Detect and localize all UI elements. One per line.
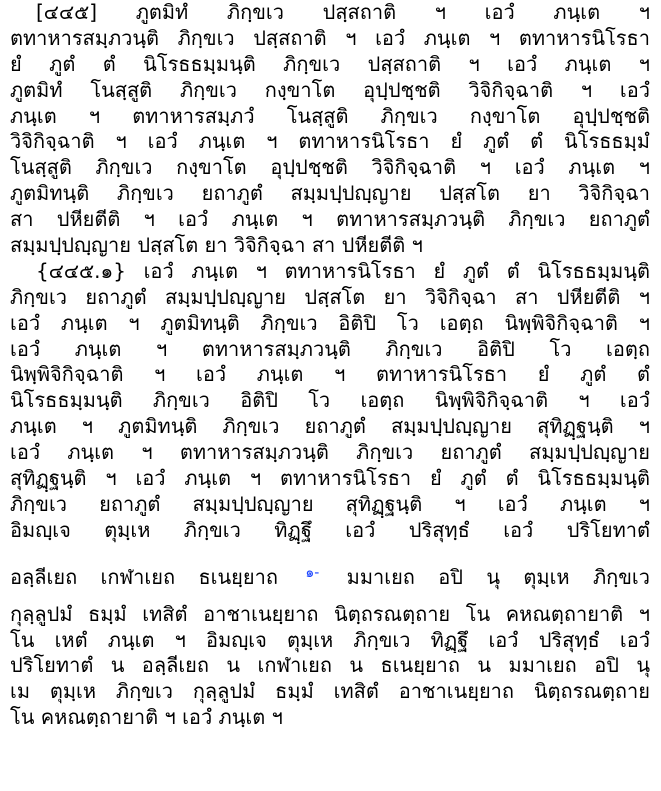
text-line: นิพฺพิจิกิจฺฉาติ ฯ เอวํ ภนฺเต ฯ ตทาหารนิโรธา ยํ ภูตํ ตํ [10, 362, 650, 387]
text-line: ตทาหารสมฺภวนฺติ ภิกฺขเว ปสฺสถาติ ฯ เอวํ ภนฺเต ฯ ตทาหารนิโรธา [10, 25, 650, 50]
text-line: ภิกฺขเว ยถาภูตํ สมฺมปฺปญฺญาย สุทิฏฺฐนฺติ ฯ เอวํ ภนฺเต ฯ [10, 491, 650, 516]
text-line: สุทิฏฺฐนฺติ ฯ เอวํ ภนฺเต ฯ ตทาหารนิโรธา ยํ ภูตํ ตํ นิโรธธมฺมนฺติ [10, 466, 650, 491]
text-line: สา ปหียตีติ ฯ เอวํ ภนฺเต ฯ ตทาหารสมฺภวนฺติ ภิกฺขเว ยถาภูตํ [10, 207, 650, 232]
text-line: วิจิกิจฺฉาติ ฯ เอวํ ภนฺเต ฯ ตทาหารนิโรธา ยํ ภูตํ ตํ นิโรธธมฺมํ [10, 129, 650, 154]
text-line: [๔๔๕] ภูตมิทํ ภิกฺขเว ปสฺสถาติ ฯ เอวํ ภนฺเต ฯ [36, 0, 650, 24]
text-segment: อลฺลีเยถ เกฬาเยถ ธเนยฺยาถ [10, 564, 278, 589]
text-line: ปริโยทาตํ น อลฺลีเยถ น เกฬาเยถ น ธเนยฺยาถ น มมาเยถ อปิ นุ [10, 653, 650, 678]
text-line: อิมญฺเจ ตุมฺเห ภิกฺขเว ทิฏฺฐึ เอวํ ปริสุทฺธํ เอวํ ปริโยทาตํ [10, 517, 650, 542]
footnote-marker[interactable]: ๑- [305, 564, 320, 581]
text-line: สมฺมปฺปญฺญาย ปสฺสโต ยา วิจิกิจฺฉา สา ปหียตีติ ฯ [10, 233, 423, 258]
text-line: ยํ ภูตํ ตํ นิโรธธมฺมนฺติ ภิกฺขเว ปสฺสถาติ ฯ เอวํ ภนฺเต ฯ [10, 51, 650, 76]
text-line: กุลฺลูปมํ ธมฺมํ เทสิตํ อาชาเนยฺยาถ นิตฺถรณตฺถาย โน คหณตฺถายาติ ฯ [10, 601, 650, 626]
document-page [10, 0, 650, 731]
text-line: เอวํ ภนฺเต ฯ ตทาหารสมฺภวนฺติ ภิกฺขเว ยถาภูตํ สมฺมปฺปญฺญาย [10, 440, 650, 465]
text-line-with-footnote [10, 544, 650, 602]
text-segment: มมาเยถ อปิ นุ ตุมฺเห ภิกฺขเว [346, 564, 650, 589]
text-line: เอวํ ภนฺเต ฯ ตทาหารสมฺภวนฺติ ภิกฺขเว อิติปิ โว เอตฺถ [10, 336, 650, 361]
text-line: ภนฺเต ฯ ภูตมิทนฺติ ภิกฺขเว ยถาภูตํ สมฺมปฺปญฺญาย สุทิฏฺฐนฺติ ฯ [10, 414, 650, 439]
text-line: ภูตมิทนฺติ ภิกฺขเว ยถาภูตํ สมฺมปฺปญฺญาย ปสฺสโต ยา วิจิกิจฺฉา [10, 181, 650, 206]
text-line: ภูตมิทํ โนสฺสูติ ภิกฺขเว กงฺขาโต อุปฺปชฺชติ วิจิกิจฺฉาติ ฯ เอวํ [10, 77, 650, 102]
text-line: เอวํ ภนฺเต ฯ ภูตมิทนฺติ ภิกฺขเว อิติปิ โว เอตฺถ นิพฺพิจิกิจฺฉาติ ฯ [10, 310, 650, 335]
text-line: โน เหตํ ภนฺเต ฯ อิมญฺเจ ตุมฺเห ภิกฺขเว ทิฏฺฐึ เอวํ ปริสุทฺธํ เอวํ [10, 627, 650, 652]
paragraph-445-1 [10, 259, 650, 731]
text-line: นิโรธธมฺมนฺติ ภิกฺขเว อิติปิ โว เอตฺถ นิพฺพิจิกิจฺฉาติ ฯ เอวํ [10, 388, 650, 413]
text-line: โน คหณตฺถายาติ ฯ เอวํ ภนฺเต ฯ [10, 705, 283, 730]
paragraph-445 [10, 0, 650, 259]
text-line: เม ตุมฺเห ภิกฺขเว กุลฺลูปมํ ธมฺมํ เทสิตํ อาชาเนยฺยาถ นิตฺถรณตฺถาย [10, 679, 650, 704]
text-line: ภนฺเต ฯ ตทาหารสมฺภวํ โนสฺสูติ ภิกฺขเว กงฺขาโต อุปฺปชฺชติ [10, 103, 650, 128]
text-line: {๔๔๕.๑} เอวํ ภนฺเต ฯ ตทาหารนิโรธา ยํ ภูตํ ตํ นิโรธธมฺมนฺติ [36, 258, 650, 283]
text-line: โนสฺสูติ ภิกฺขเว กงฺขาโต อุปฺปชฺชติ วิจิกิจฺฉาติ ฯ เอวํ ภนฺเต ฯ [10, 155, 650, 180]
text-line: ภิกฺขเว ยถาภูตํ สมฺมปฺปญฺญาย ปสฺสโต ยา วิจิกิจฺฉา สา ปหียตีติ ฯ [10, 284, 650, 309]
